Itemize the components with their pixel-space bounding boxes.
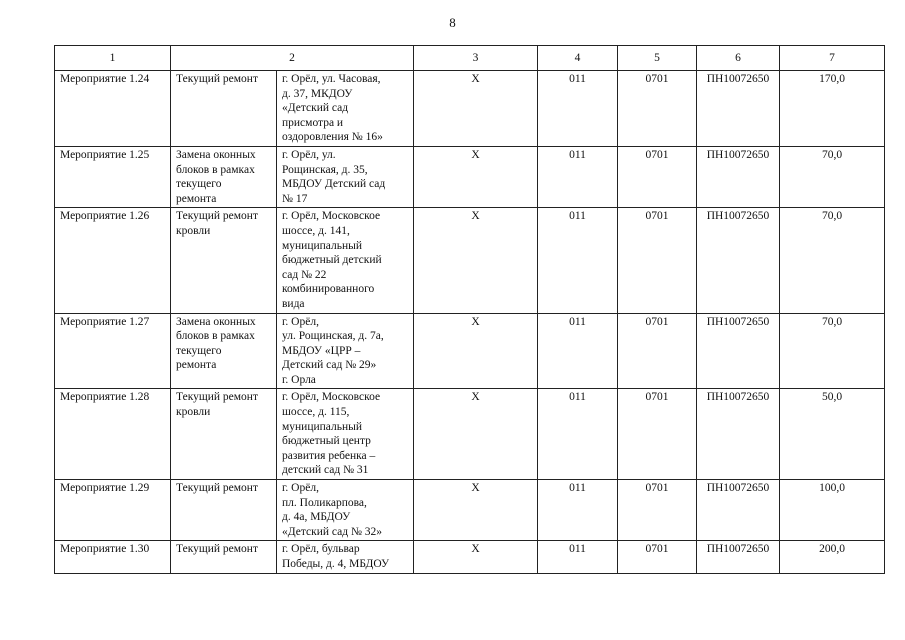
header-col-4: 4 [538,46,618,71]
table-row [55,480,885,541]
work-line: Текущий ремонт [176,391,258,404]
address-line: г. Орёл, ул. Часовая, [282,73,381,85]
event-cell: Мероприятие 1.26 [55,208,171,313]
col4-cell: 011 [538,541,618,573]
address-cell [277,541,414,573]
col5-cell: 0701 [618,541,697,573]
header-col-3: 3 [414,46,538,71]
header-col-1: 1 [55,46,171,71]
header-col-7: 7 [780,46,885,71]
address-line: д. 37, МКДОУ [282,87,353,100]
header-col-2: 2 [171,46,414,71]
address-line: МБДОУ «ЦРР – [282,344,361,357]
work-line: текущего [176,344,222,357]
work-line: блоков в рамках [176,163,255,176]
table-row [55,313,885,389]
address-line: г. Орла [282,373,316,386]
address-line: г. Орёл, ул. [282,148,336,161]
address-line: оздоровления № 16» [282,131,383,144]
table-row [55,389,885,480]
table-row [55,541,885,573]
address-cell [277,389,414,480]
event-cell: Мероприятие 1.28 [55,389,171,480]
work-cell [171,389,277,480]
work-cell [171,208,277,313]
work-line: блоков в рамках [176,330,255,343]
col6-cell: ПН10072650 [697,146,780,207]
amount-cell: 70,0 [780,313,885,389]
event-cell: Мероприятие 1.24 [55,71,171,147]
col3-cell: Х [414,71,538,147]
address-line: г. Орёл, Московское [282,210,381,223]
address-line: вида [282,297,305,310]
col4-cell: 011 [538,313,618,389]
col5-cell: 0701 [618,71,697,147]
work-line: кровли [176,224,211,237]
work-line: текущего [176,178,222,191]
amount-cell: 100,0 [780,480,885,541]
address-line: ул. Рощинская, д. 7а, [282,330,384,343]
col4-cell: 011 [538,480,618,541]
col4-cell: 011 [538,389,618,480]
address-line: бюджетный детский [282,254,382,267]
amount-cell: 70,0 [780,146,885,207]
col5-cell: 0701 [618,389,697,480]
address-line: муниципальный [282,420,363,433]
address-line: г. Орёл, Московское [282,391,381,404]
address-line: шоссе, д. 141, [282,224,350,237]
event-cell: Мероприятие 1.30 [55,541,171,573]
work-cell [171,146,277,207]
work-cell [171,313,277,389]
address-line: д. 4а, МБДОУ [282,511,351,524]
address-line: сад № 22 [282,268,327,281]
col4-cell: 011 [538,208,618,313]
table-row [55,146,885,207]
event-cell: Мероприятие 1.27 [55,313,171,389]
address-line: г. Орёл, [282,482,319,495]
col3-cell: Х [414,146,538,207]
amount-cell: 200,0 [780,541,885,573]
table-row [55,71,885,147]
col3-cell: Х [414,541,538,573]
budget-table [54,45,885,574]
address-line: МБДОУ Детский сад [282,178,386,191]
header-row [55,46,885,71]
address-cell [277,313,414,389]
amount-cell: 70,0 [780,208,885,313]
address-line: комбинированного [282,283,375,296]
address-line: Победы, д. 4, МБДОУ [282,558,390,570]
col6-cell: ПН10072650 [697,208,780,313]
address-cell [277,480,414,541]
col6-cell: ПН10072650 [697,313,780,389]
table-row [55,208,885,313]
col6-cell: ПН10072650 [697,71,780,147]
address-line: г. Орёл, бульвар [282,543,360,556]
amount-cell: 50,0 [780,389,885,480]
work-line: ремонта [176,192,217,205]
col6-cell: ПН10072650 [697,541,780,573]
amount-cell: 170,0 [780,71,885,147]
event-cell: Мероприятие 1.25 [55,146,171,207]
work-cell: Текущий ремонт [171,480,277,541]
col5-cell: 0701 [618,208,697,313]
address-line: «Детский сад № 32» [282,525,383,538]
address-cell [277,208,414,313]
address-line: № 17 [282,192,308,205]
col3-cell: Х [414,208,538,313]
work-line: Замена оконных [176,148,256,161]
col5-cell: 0701 [618,480,697,541]
page-number: 8 [449,15,456,30]
col4-cell: 011 [538,71,618,147]
address-line: г. Орёл, [282,315,319,328]
col4-cell: 011 [538,146,618,207]
address-line: «Детский сад [282,102,349,115]
work-line: кровли [176,406,211,419]
work-line: ремонта [176,359,217,372]
address-line: Рощинская, д. 35, [282,163,368,176]
address-line: детский сад № 31 [282,464,369,477]
address-line: бюджетный центр [282,435,371,448]
address-line: присмотра и [282,116,344,129]
work-line: Замена оконных [176,315,256,328]
header-col-6: 6 [697,46,780,71]
address-cell [277,71,414,147]
col5-cell: 0701 [618,313,697,389]
address-line: пл. Поликарпова, [282,496,367,509]
address-line: шоссе, д. 115, [282,406,350,419]
col3-cell: Х [414,389,538,480]
work-cell: Текущий ремонт [171,541,277,573]
work-line: Текущий ремонт [176,210,258,223]
col6-cell: ПН10072650 [697,389,780,480]
address-line: Детский сад № 29» [282,359,377,372]
event-cell: Мероприятие 1.29 [55,480,171,541]
address-cell [277,146,414,207]
col6-cell: ПН10072650 [697,480,780,541]
address-line: муниципальный [282,239,363,252]
col5-cell: 0701 [618,146,697,207]
header-col-5: 5 [618,46,697,71]
col3-cell: Х [414,480,538,541]
address-line: развития ребенка – [282,449,376,462]
work-cell: Текущий ремонт [171,71,277,147]
col3-cell: Х [414,313,538,389]
